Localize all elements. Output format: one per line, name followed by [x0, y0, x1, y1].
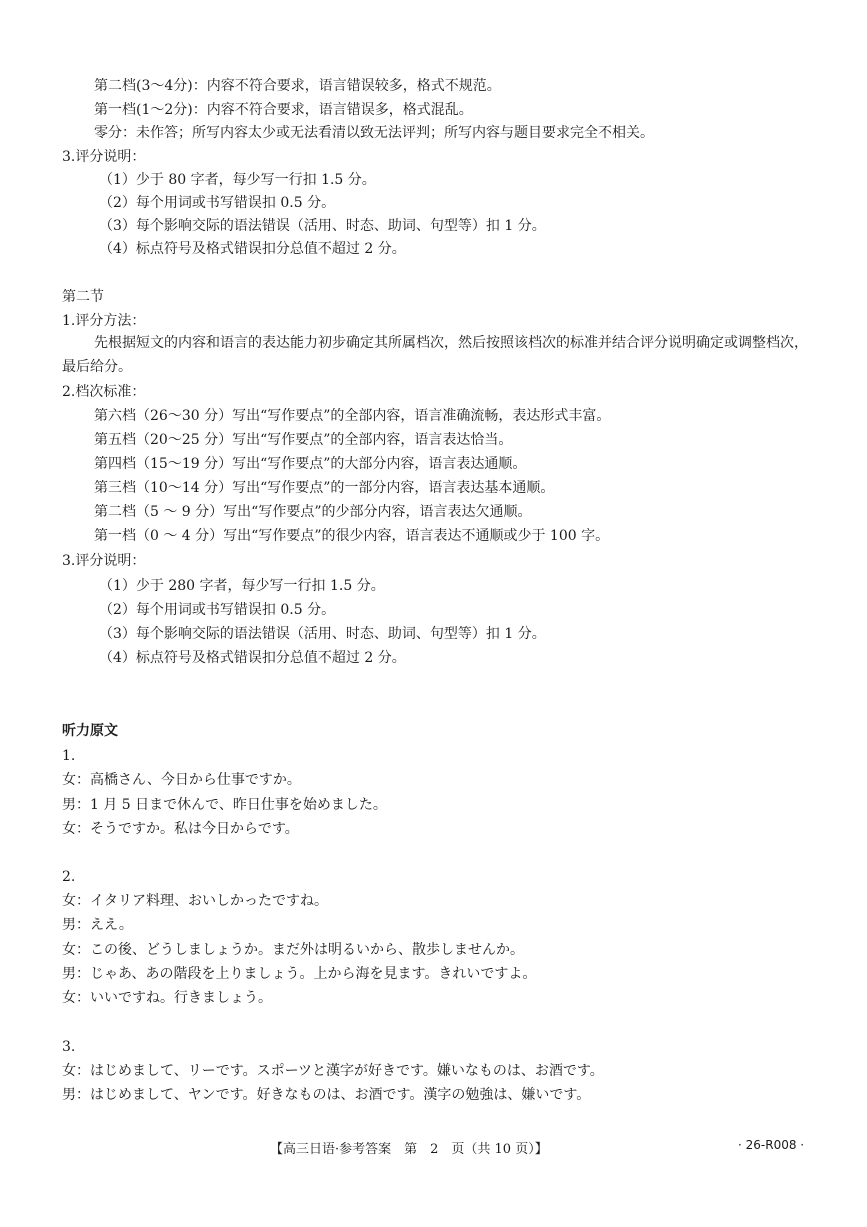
scoring-note: （3）每个影响交际的语法错误（活用、时态、助词、句型等）扣 1 分。	[99, 626, 546, 642]
grade-1-text: 第一档(1～2分)：内容不符合要求，语言错误多，格式混乱。	[94, 102, 473, 118]
zero-score-text: 零分：未作答；所写内容太少或无法看清以致无法评判；所写内容与题目要求完全不相关。	[94, 125, 654, 141]
scoring-notes-heading: 3.评分说明：	[62, 553, 146, 569]
method-heading: 1.评分方法：	[62, 313, 146, 329]
dialogue-line: 女：高橋さん、今日から仕事ですか。	[62, 772, 301, 788]
page-footer: 【高三日语·参考答案 第 2 页（共 10 页）】	[270, 1142, 548, 1157]
dialogue-line: 男：1 月 5 日まで休んで、昨日仕事を始めました。	[62, 797, 387, 813]
scoring-notes-heading: 3.评分说明：	[62, 149, 146, 165]
criteria-item: 第二档（5 ～ 9 分）写出“写作要点”的少部分内容，语言表达欠通顺。	[94, 504, 532, 520]
scoring-note: （2）每个用词或书写错误扣 0.5 分。	[99, 602, 336, 618]
dialogue-line: 女：はじめまして、リーです。スポーツと漢字が好きです。嫌いなものは、お酒です。	[62, 1063, 604, 1079]
scoring-note: （1）少于 280 字者，每少写一行扣 1.5 分。	[99, 578, 385, 594]
scoring-note: （4）标点符号及格式错误扣分总值不超过 2 分。	[99, 241, 406, 257]
method-text: 先根据短文的内容和语言的表达能力初步确定其所属档次，然后按照该档次的标准并结合评分说明确定或调整档次，最后给分。	[62, 335, 808, 375]
listening-title: 听力原文	[62, 723, 118, 739]
criteria-item: 第六档（26～30 分）写出“写作要点”的全部内容，语言准确流畅，表达形式丰富。	[94, 408, 611, 424]
question-number: 1.	[62, 748, 76, 764]
dialogue-line: 女：いいですね。行きましょう。	[62, 990, 272, 1006]
criteria-item: 第三档（10～14 分）写出“写作要点”的一部分内容，语言表达基本通顺。	[94, 480, 555, 496]
scoring-note: （1）少于 80 字者，每少写一行扣 1.5 分。	[99, 172, 376, 188]
criteria-heading: 2.档次标准：	[62, 384, 146, 400]
dialogue-line: 男：じゃあ、あの階段を上りましょう。上から海を見ます。きれいですよ。	[62, 966, 537, 982]
criteria-item: 第一档（0 ～ 4 分）写出“写作要点”的很少内容，语言表达不通顺或少于 100 字。	[94, 528, 610, 544]
dialogue-line: 女：そうですか。私は今日からです。	[62, 821, 299, 837]
scoring-note: （3）每个影响交际的语法错误（活用、时态、助词、句型等）扣 1 分。	[99, 218, 546, 234]
question-number: 3.	[62, 1039, 76, 1055]
dialogue-line: 男：ええ。	[62, 917, 133, 933]
section-title: 第二节	[62, 289, 104, 305]
grade-2-text: 第二档(3～4分)：内容不符合要求，语言错误较多，格式不规范。	[94, 78, 501, 94]
question-number: 2.	[62, 869, 76, 885]
method-paragraph	[62, 332, 820, 379]
scoring-note: （2）每个用词或书写错误扣 0.5 分。	[99, 195, 336, 211]
scoring-note: （4）标点符号及格式错误扣分总值不超过 2 分。	[99, 650, 406, 666]
document-code: · 26-R008 ·	[738, 1138, 805, 1152]
dialogue-line: 女：イタリア料理、おいしかったですね。	[62, 893, 328, 909]
dialogue-line: 女：この後、どうしましょうか。まだ外は明るいから、散歩しませんか。	[62, 942, 524, 958]
criteria-item: 第五档（20～25 分）写出“写作要点”的全部内容，语言表达恰当。	[94, 432, 513, 448]
criteria-item: 第四档（15～19 分）写出“写作要点”的大部分内容，语言表达通顺。	[94, 456, 527, 472]
dialogue-line: 男：はじめまして、ヤンです。好きなものは、お酒です。漢字の勉強は、嫌いです。	[62, 1087, 591, 1103]
